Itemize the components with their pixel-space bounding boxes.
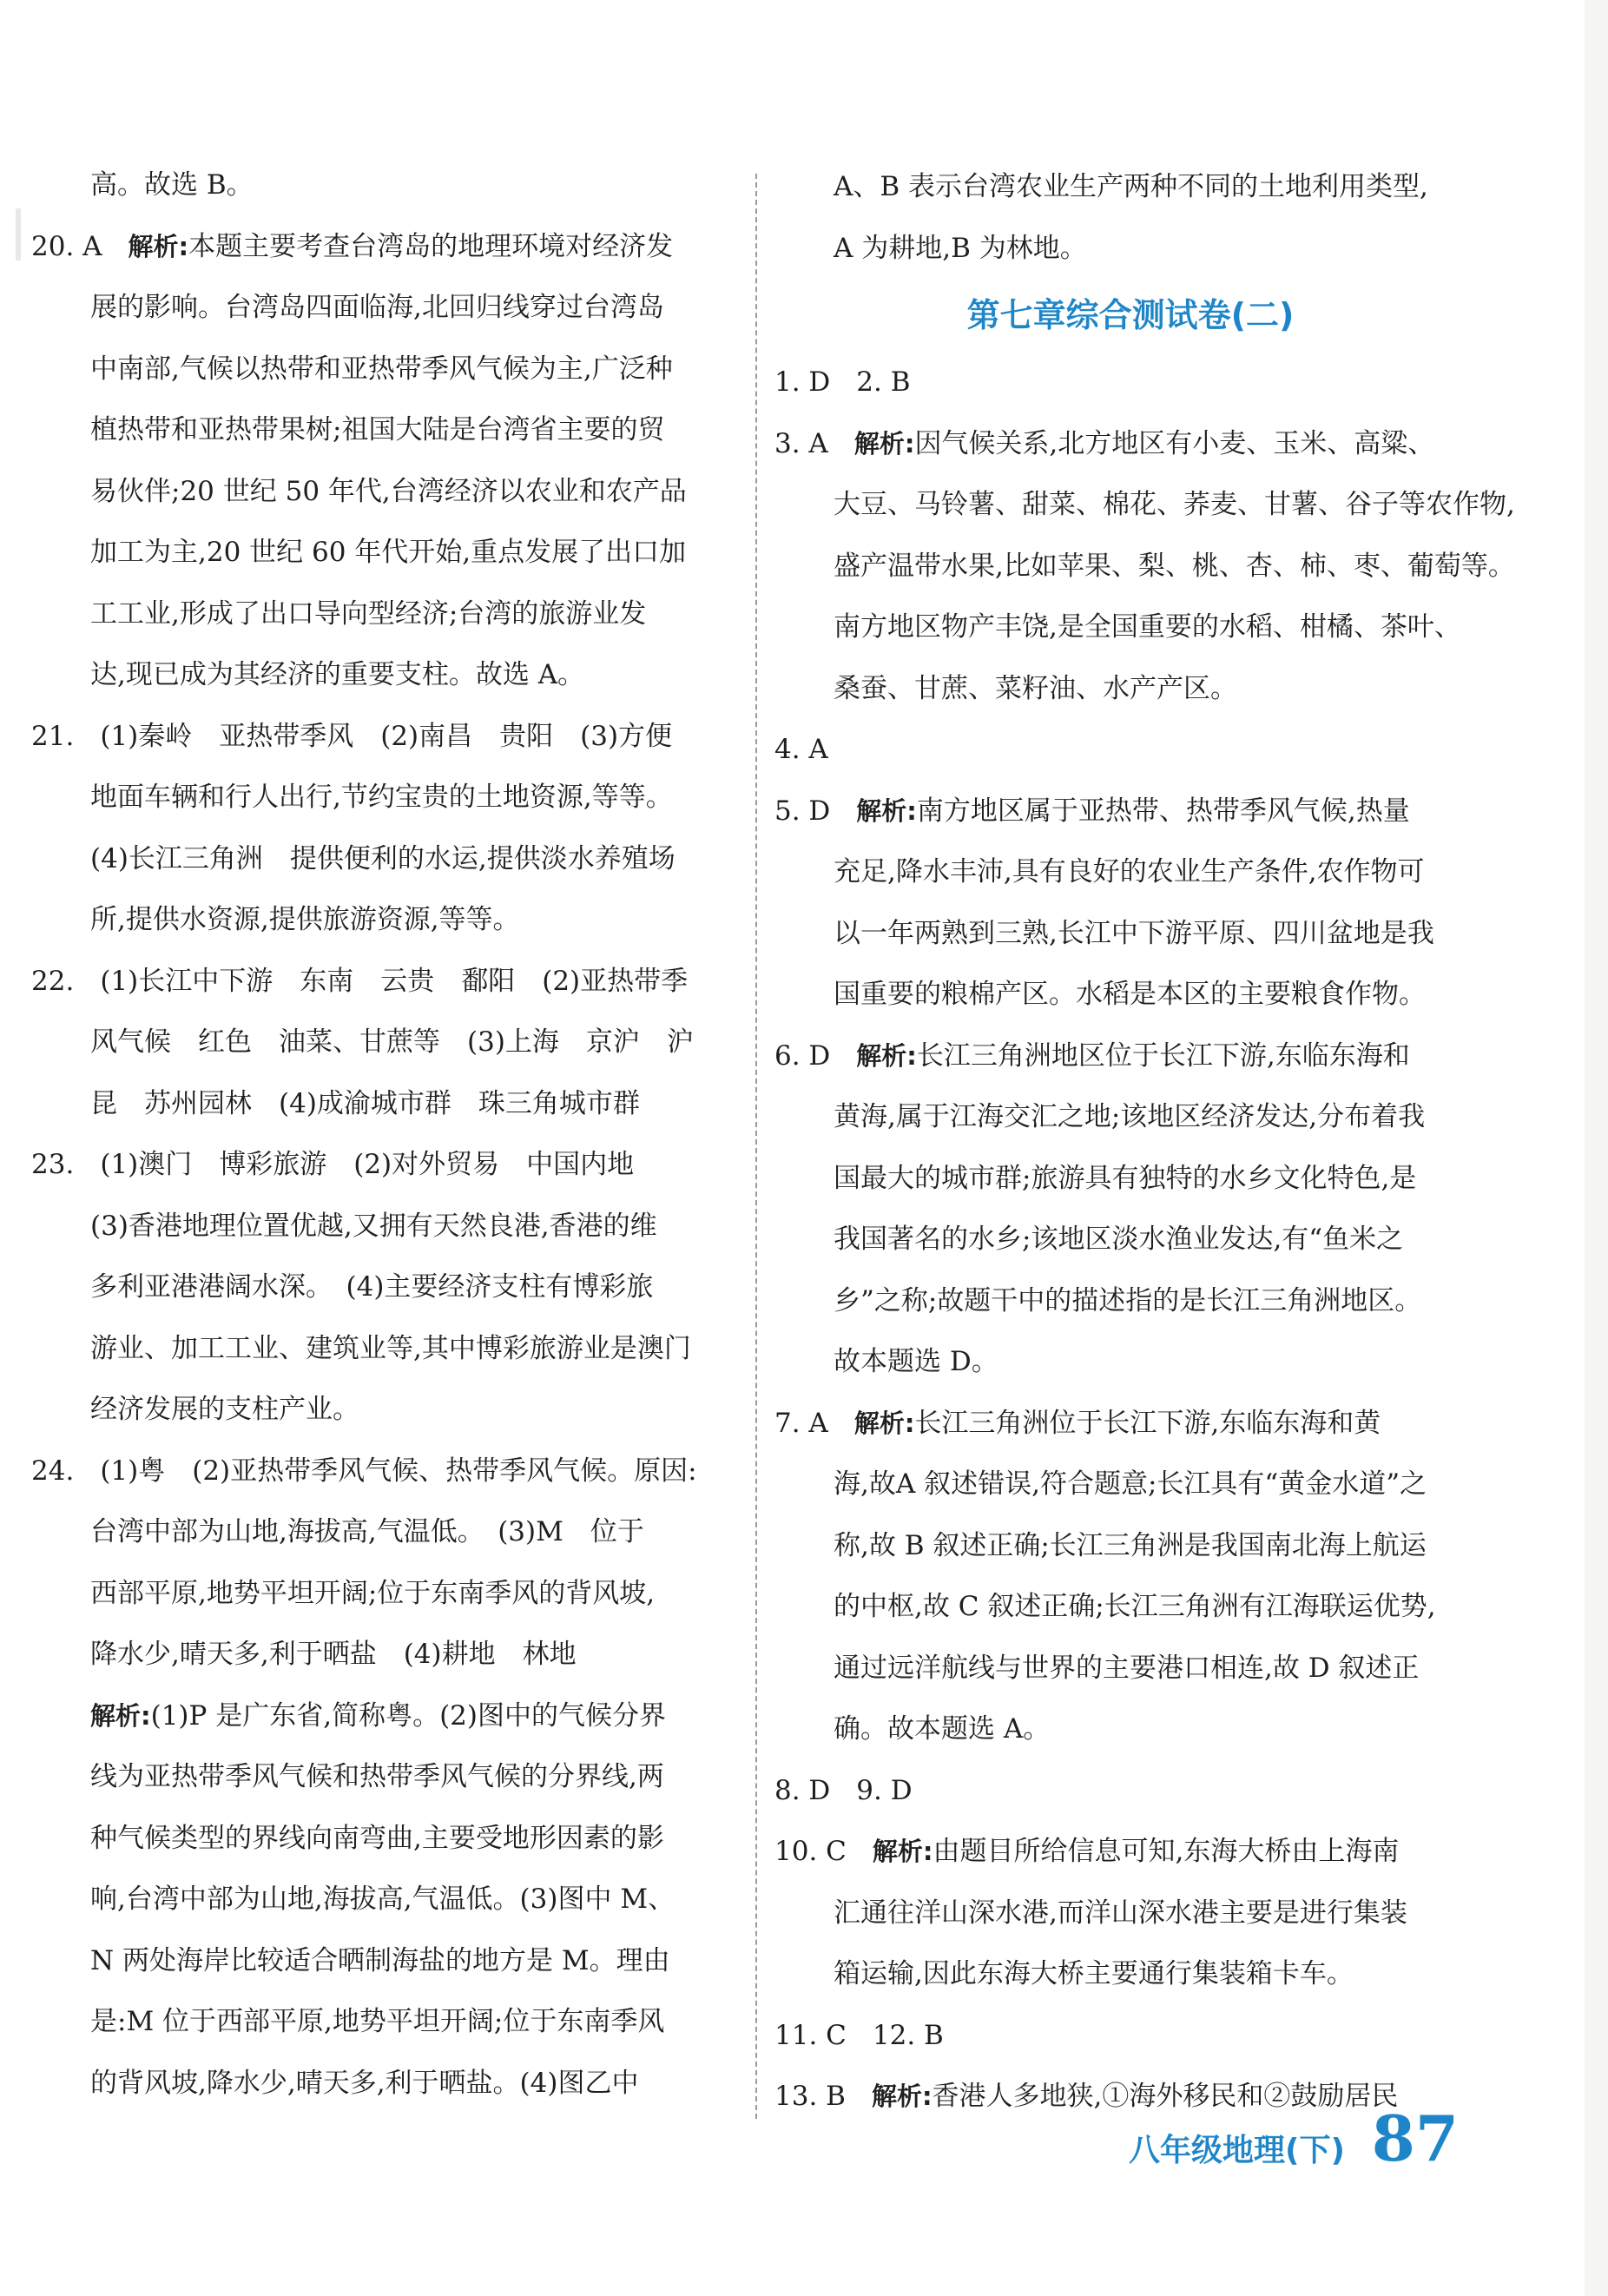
question-number: 20. A [31, 230, 102, 262]
text-line [774, 1638, 1486, 1699]
line-text: 2. B [856, 366, 911, 398]
line-text: 易伙伴;20 世纪 50 年代,台湾经济以农业和农产品 [90, 475, 687, 507]
text-line [774, 1883, 1486, 1944]
line-text: 以一年两熟到三熟,长江中下游平原、四川盆地是我 [834, 917, 1434, 949]
text-line [774, 474, 1515, 536]
line-text: 大豆、马铃薯、甜菜、棉花、荞麦、甘薯、谷子等农作物, [834, 489, 1515, 520]
column-divider [755, 174, 757, 2119]
text-line [31, 828, 743, 890]
line-text: 国最大的城市群;旅游具有独特的水乡文化特色,是 [834, 1162, 1417, 1194]
line-text: 所,提供水资源,提供旅游资源,等等。 [90, 904, 520, 935]
text-line [774, 1026, 1486, 1087]
text-line [774, 658, 1486, 720]
text-line [774, 352, 1486, 413]
text-line [31, 1441, 743, 1502]
text-line [31, 1746, 743, 1808]
line-text: 地面车辆和行人出行,节约宝贵的土地资源,等等。 [90, 782, 673, 813]
text-line [31, 1073, 743, 1135]
line-text: 工工业,形成了出口导向型经济;台湾的旅游业发 [90, 597, 647, 630]
text-line [31, 1196, 743, 1257]
page-number: 87 [1371, 2101, 1459, 2175]
text-line [774, 1699, 1486, 1760]
text-line [31, 461, 743, 523]
text-line [31, 1501, 743, 1563]
analysis-label: 解析: [872, 1837, 933, 1866]
question-number: 4. A [774, 734, 828, 765]
question-number: 10. C [774, 1836, 847, 1867]
line-text: 长江三角洲位于长江下游,东临东海和黄 [914, 1407, 1381, 1439]
footer-label: 八年级地理(下) [1129, 2133, 1345, 2168]
analysis-label: 解析: [856, 1040, 917, 1071]
text-line [31, 1930, 743, 1992]
text-line [774, 597, 1486, 658]
line-text: 我国著名的水乡;该地区淡水渔业发达,有“鱼米之 [834, 1224, 1404, 1255]
line-text: 9. D [856, 1774, 913, 1806]
text-line [774, 536, 1515, 597]
line-text: 箱运输,因此东海大桥主要通行集装箱卡车。 [834, 1958, 1354, 1989]
line-text: 汇通往洋山深水港,而洋山深水港主要是进行集装 [834, 1897, 1407, 1929]
text-line [31, 1563, 743, 1625]
line-text: 的中枢,故 C 叙述正确;长江三角洲有江海联运优势, [834, 1591, 1436, 1622]
analysis-label: 解析: [871, 2082, 933, 2111]
line-text: 响,台湾中部为山地,海拔高,气温低。(3)图中 M、 [90, 1884, 675, 1915]
text-line [774, 1209, 1486, 1270]
left-column [31, 155, 743, 2114]
text-line [774, 1821, 1486, 1883]
line-text: A 为耕地,B 为林地。 [834, 232, 1087, 264]
text-line [31, 1808, 743, 1870]
line-text: (1)秦岭 亚热带季风 (2)南昌 贵阳 (3)方便 [100, 720, 673, 752]
text-line [774, 719, 1486, 781]
text-line [31, 1624, 743, 1686]
line-text: 称,故 B 叙述正确;长江三角洲是我国南北海上航运 [834, 1529, 1427, 1561]
line-text: 的背风坡,降水少,晴天多,利于晒盐。(4)图乙中 [90, 2067, 639, 2099]
line-text: (4)长江三角洲 提供便利的水运,提供淡水养殖场 [90, 842, 675, 874]
text-line [31, 889, 743, 951]
line-text: 乡”之称;故题干中的描述指的是长江三角洲地区。 [834, 1284, 1422, 1316]
line-text: 充足,降水丰沛,具有良好的农业生产条件,农作物可 [834, 856, 1425, 887]
question-number: 13. B [774, 2081, 846, 2112]
analysis-label: 解析: [90, 1700, 151, 1731]
question-number: 3. A [774, 427, 828, 459]
line-text: 通过远洋航线与世界的主要港口相连,故 D 叙述正 [834, 1652, 1420, 1684]
line-text: 12. B [872, 2019, 944, 2051]
line-text: 南方地区物产丰饶,是全国重要的水稻、柑橘、茶叶、 [834, 611, 1461, 643]
text-line [774, 1943, 1486, 2005]
text-line [774, 413, 1486, 475]
text-line [31, 644, 743, 706]
text-line [774, 218, 1486, 280]
line-text: 游业、加工工业、建筑业等,其中博彩旅游业是澳门 [90, 1332, 691, 1364]
line-text: 盛产温带水果,比如苹果、梨、桃、杏、柿、枣、葡萄等。 [834, 550, 1515, 582]
line-text: 高。故选 B。 [90, 169, 254, 201]
line-text: 本题主要考查台湾岛的地理环境对经济发 [188, 230, 674, 262]
line-text: N 两处海岸比较适合晒制海盐的地方是 M。理由 [90, 1944, 670, 1976]
line-text: 长江三角洲地区位于长江下游,东临东海和 [916, 1039, 1410, 1072]
line-text: 昆 苏州园林 (4)成渝城市群 珠三角城市群 [90, 1087, 640, 1119]
line-text: 由题目所给信息可知,东海大桥由上海南 [933, 1836, 1400, 1867]
question-number: 8. D [774, 1774, 831, 1806]
analysis-label: 解析: [128, 231, 189, 261]
line-text: 桑蚕、甘蔗、菜籽油、水产产区。 [834, 672, 1237, 704]
text-line [31, 399, 743, 461]
line-text: 植热带和亚热带果树;祖国大陆是台湾省主要的贸 [90, 414, 665, 445]
text-line [774, 1270, 1486, 1332]
question-number: 7. A [774, 1407, 828, 1439]
text-line [31, 339, 743, 400]
question-number: 22. [31, 965, 75, 997]
line-text: (1)粤 (2)亚热带季风气候、热带季风气候。原因: [100, 1455, 697, 1487]
text-line [31, 767, 743, 828]
line-text: 经济发展的支柱产业。 [90, 1394, 359, 1425]
text-line [31, 1379, 743, 1441]
line-text: 海,故A 叙述错误,符合题意;长江具有“黄金水道”之 [834, 1468, 1427, 1500]
line-text: 台湾中部为山地,海拔高,气温低。 (3)M 位于 [90, 1516, 644, 1547]
analysis-label: 解析: [853, 1408, 915, 1438]
text-line [31, 1257, 743, 1318]
line-text: 线为亚热带季风气候和热带季风气候的分界线,两 [90, 1761, 664, 1792]
text-line [774, 841, 1486, 903]
question-number: 23. [31, 1149, 75, 1180]
text-line [774, 1148, 1486, 1210]
text-line [774, 1086, 1486, 1148]
question-number: 5. D [774, 795, 831, 827]
section-title: 第七章综合测试卷(二) [966, 296, 1295, 334]
line-text: (1)P 是广东省,简称粤。(2)图中的气候分界 [150, 1699, 666, 1732]
line-text: 香港人多地狭,①海外移民和②鼓励居民 [932, 2081, 1399, 2112]
text-line [31, 522, 743, 584]
binding-mark [16, 208, 21, 261]
line-text: (1)澳门 博彩旅游 (2)对外贸易 中国内地 [100, 1149, 635, 1180]
line-text: 风气候 红色 油菜、甘蔗等 (3)上海 京沪 沪 [90, 1026, 694, 1058]
line-text: 达,现已成为其经济的重要支柱。故选 A。 [90, 659, 585, 690]
line-text: 中南部,气候以热带和亚热带季风气候为主,广泛种 [90, 353, 673, 385]
line-text: 南方地区属于亚热带、热带季风气候,热量 [916, 795, 1410, 827]
text-line [31, 951, 743, 1013]
text-line [31, 584, 743, 645]
text-line [31, 1012, 743, 1073]
text-line [774, 156, 1486, 218]
text-line [31, 1318, 743, 1380]
line-text: 展的影响。台湾岛四面临海,北回归线穿过台湾岛 [90, 292, 664, 323]
line-text: 是:M 位于西部平原,地势平坦开阔;位于东南季风 [90, 2006, 665, 2037]
text-line [774, 1393, 1486, 1455]
text-line [31, 216, 743, 278]
page-footer [1129, 2101, 1493, 2180]
line-text: 种气候类型的界线向南弯曲,主要受地形因素的影 [90, 1822, 664, 1854]
line-text: 故本题选 D。 [834, 1346, 998, 1377]
text-line [31, 1869, 743, 1930]
text-line [774, 1576, 1486, 1638]
question-number: 1. D [774, 366, 831, 398]
line-text: 加工为主,20 世纪 60 年代开始,重点发展了出口加 [90, 537, 687, 568]
line-text: (3)香港地理位置优越,又拥有天然良港,香港的维 [90, 1210, 657, 1242]
line-text: 确。故本题选 A。 [834, 1713, 1051, 1745]
line-text: 西部平原,地势平坦开阔;位于东南季风的背风坡, [90, 1577, 656, 1609]
line-text: 国重要的粮棉产区。水稻是本区的主要粮食作物。 [834, 979, 1426, 1010]
text-line [774, 1760, 1486, 1822]
text-line [31, 1134, 743, 1196]
line-text: 黄海,属于江海交汇之地;该地区经济发达,分布着我 [834, 1101, 1426, 1132]
question-number: 11. C [774, 2019, 847, 2051]
analysis-label: 解析: [856, 795, 917, 826]
text-line [31, 155, 743, 216]
text-line [31, 1991, 743, 2053]
text-line [31, 1686, 743, 1747]
text-line [774, 1331, 1486, 1393]
text-line [31, 277, 743, 339]
line-text: (1)长江中下游 东南 云贵 鄱阳 (2)亚热带季 [100, 965, 689, 997]
line-text: 降水少,晴天多,利于晒盐 (4)耕地 林地 [90, 1639, 577, 1670]
text-line [31, 706, 743, 768]
text-line [774, 1454, 1486, 1515]
analysis-label: 解析: [853, 428, 915, 459]
question-number: 6. D [774, 1039, 831, 1072]
text-line [774, 2005, 1486, 2067]
question-number: 24. [31, 1455, 75, 1487]
right-column [774, 156, 1515, 2128]
question-number: 21. [31, 720, 75, 752]
text-line [774, 903, 1486, 965]
text-line [774, 964, 1486, 1026]
line-text: A、B 表示台湾农业生产两种不同的土地利用类型, [834, 171, 1428, 202]
line-text: 多利亚港港阔水深。 (4)主要经济支柱有博彩旅 [90, 1271, 654, 1303]
text-line [31, 2053, 743, 2115]
text-line [774, 1515, 1486, 1577]
line-text: 因气候关系,北方地区有小麦、玉米、高粱、 [914, 427, 1435, 459]
text-line [774, 781, 1486, 842]
